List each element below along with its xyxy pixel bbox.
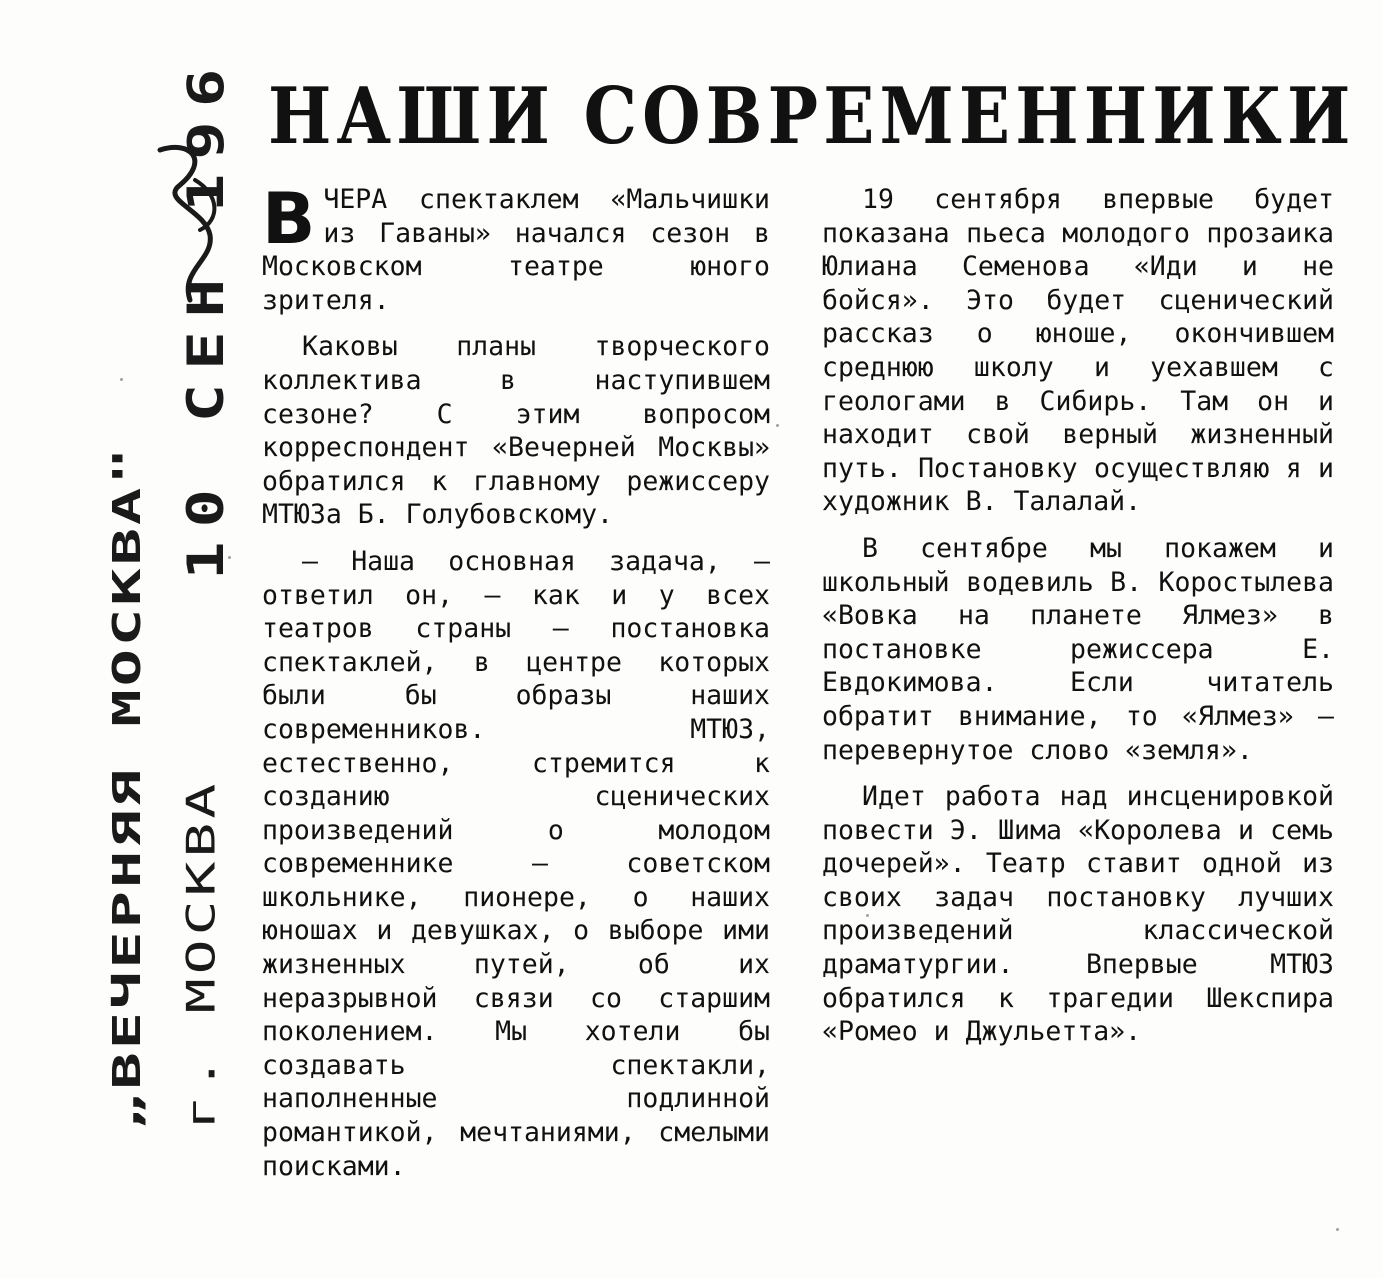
article-column-right bbox=[822, 183, 1334, 1062]
article-paragraph bbox=[822, 532, 1334, 767]
stamp-newspaper-name: „ВЕЧЕРНЯЯ МОСКВА" bbox=[104, 444, 150, 1130]
stamp-date: 10 СЕН 196 bbox=[178, 54, 236, 580]
paragraph-text: 19 сентября впервые будет показана пьеса молодого прозаика Юлиана Семенова «Иди и не бойся». Это будет сценический рассказ о юноше, окончившем среднюю школу и уехавшем с геологами в Сибирь. Там он и находит свой верный жизненный путь. Постановку осуществляю я и художник В. Талалай. bbox=[822, 184, 1334, 518]
paragraph-text: ЧЕРА спектаклем «Мальчишки из Гаваны» начался сезон в Московском театре юного зрителя. bbox=[262, 184, 770, 316]
paragraph-text: Идет работа над инсценировкой повести Э. Шима «Королева и семь дочерей». Театр ставит одной из своих задач постановку лучших произведений классической драматургии. Впервые МТЮЗ обратился к трагедии Шекспира «Ромео и Джульетта». bbox=[822, 781, 1334, 1048]
article-paragraph bbox=[262, 545, 770, 1183]
article-column-left bbox=[262, 178, 770, 1196]
drop-cap: В bbox=[262, 178, 316, 260]
scan-speck bbox=[1336, 1228, 1339, 1231]
article-paragraph bbox=[822, 780, 1334, 1049]
paragraph-text: Каковы планы творческого коллектива в наступившем сезоне? С этим вопросом корреспондент «Вечерней Москвы» обратился к главному режиссеру МТЮЗа Б. Голубовскому. bbox=[262, 331, 770, 531]
article-paragraph bbox=[262, 330, 770, 532]
archive-stamp bbox=[40, 54, 236, 1140]
stamp-city: г. МОСКВА bbox=[178, 779, 225, 1130]
article-paragraph bbox=[822, 183, 1334, 519]
scan-speck bbox=[776, 424, 779, 427]
article-paragraph bbox=[262, 178, 770, 317]
paragraph-text: — Наша основная задача, — ответил он, — как и у всех театров страны — постановка спектаклей, в центре которых были бы образы наших современников. МТЮЗ, естественно, стремится к созданию сценических произведений о молодом современнике — советском школьнике, пионере, о наших юношах и девушках, о выборе ими жизненных путей, об их неразрывной связи со старшим поколением. Мы хотели бы создавать спектакли, наполненные подлинной романтикой, мечтаниями, смелыми поисками. bbox=[262, 545, 770, 1182]
paragraph-text: В сентябре мы покажем и школьный водевиль В. Коростылева «Вовка на планете Ялмез» в постановке режиссера Е. Евдокимова. Если читатель обратит внимание, то «Ялмез» — перевернутое слово «земля». bbox=[822, 532, 1334, 766]
article-headline: НАШИ СОВРЕМЕННИКИ bbox=[268, 71, 1356, 162]
